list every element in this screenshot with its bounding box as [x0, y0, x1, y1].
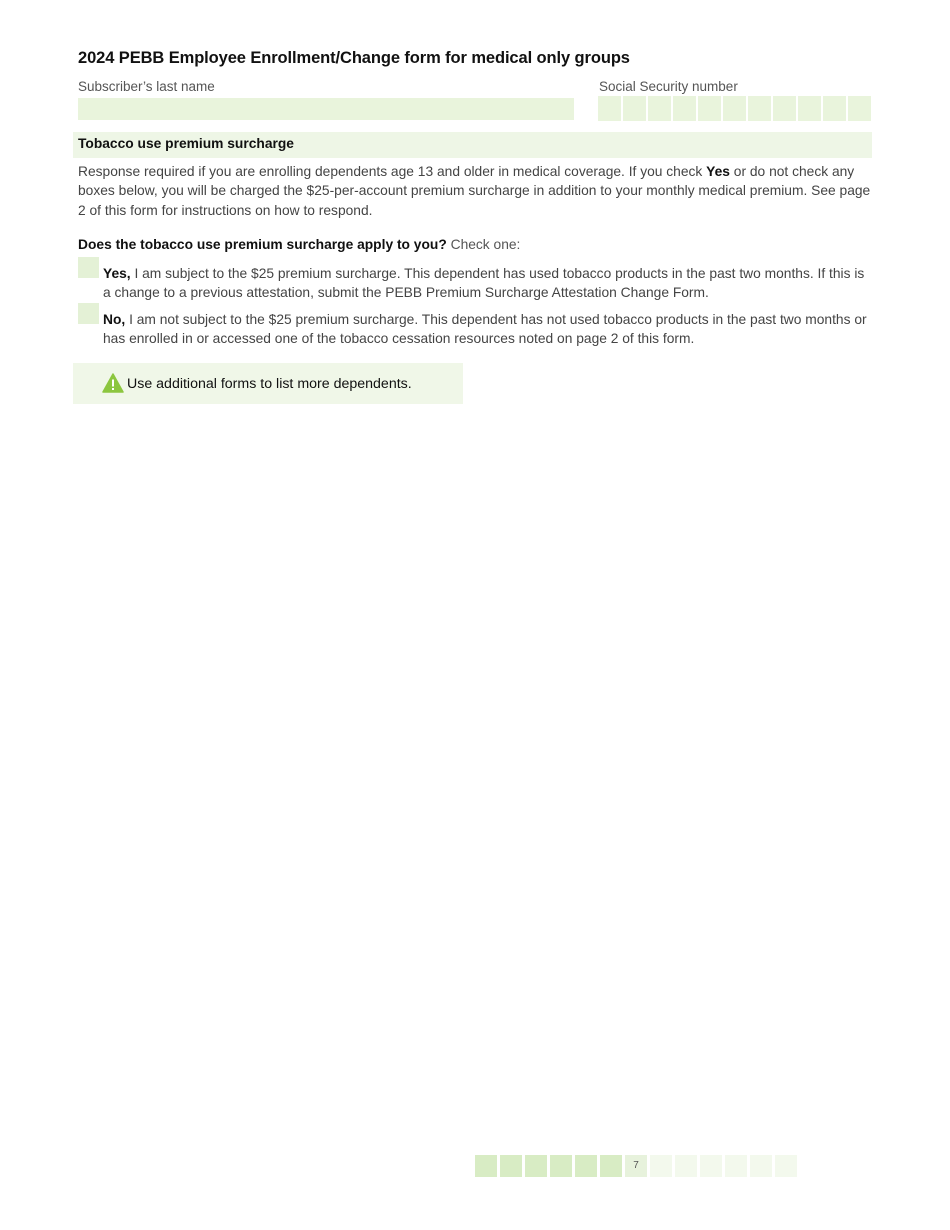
tobacco-instructions: [78, 162, 873, 220]
warning-icon: [102, 373, 124, 393]
tobacco-section-header: [73, 132, 872, 158]
ssn-digit-box[interactable]: [848, 96, 871, 121]
yes-checkbox[interactable]: [78, 257, 99, 278]
intro-text: Response required if you are enrolling dependents age 13 and older in medical coverage. If you check: [78, 164, 707, 179]
intro-text-cont: or do not check any boxes below, you will be charged the $25-per-account premium surcharge in addition to your monthly medical premium. See page 2 of this form for instructions on how to respond.: [78, 164, 871, 218]
surcharge-question: [78, 237, 520, 252]
no-option-text: [103, 310, 875, 349]
ssn-label: Social Security number: [599, 79, 738, 94]
last-name-field[interactable]: [78, 98, 574, 120]
form-title: 2024 PEBB Employee Enrollment/Change form for medical only groups: [78, 49, 630, 67]
question-bold: Does the tobacco use premium surcharge apply to you?: [78, 237, 447, 252]
ssn-digit-box[interactable]: [773, 96, 796, 121]
no-label: No,: [103, 312, 126, 327]
page-marker: [600, 1155, 622, 1177]
section-heading: Tobacco use premium surcharge: [78, 136, 294, 151]
ssn-digit-box[interactable]: [723, 96, 746, 121]
intro-yes-word: Yes: [706, 164, 730, 179]
yes-label: Yes,: [103, 266, 131, 281]
page-marker: [525, 1155, 547, 1177]
page-marker: [650, 1155, 672, 1177]
page-marker: [775, 1155, 797, 1177]
page-marker: [700, 1155, 722, 1177]
no-description: I am not subject to the $25 premium surcharge. This dependent has not used tobacco products in the past two months or has enrolled in or accessed one of the tobacco cessation resources noted on page 2 of this form.: [103, 312, 867, 347]
page-marker: [550, 1155, 572, 1177]
yes-description: I am subject to the $25 premium surcharge. This dependent has used tobacco products in the past two months. If this is a change to a previous attestation, submit the PEBB Premium Surcharge Attestation Change Form.: [103, 266, 865, 301]
ssn-digit-box[interactable]: [698, 96, 721, 121]
page-navigation: [475, 1155, 797, 1177]
page-marker: [475, 1155, 497, 1177]
ssn-digit-box[interactable]: [798, 96, 821, 121]
page-marker: [675, 1155, 697, 1177]
page-marker: [575, 1155, 597, 1177]
ssn-digit-box[interactable]: [748, 96, 771, 121]
additional-forms-note: [73, 363, 463, 404]
yes-option-text: [103, 264, 875, 303]
ssn-digit-box[interactable]: [823, 96, 846, 121]
page-marker: [750, 1155, 772, 1177]
ssn-field: [598, 96, 871, 121]
current-page-number: 7: [625, 1155, 647, 1177]
ssn-digit-box[interactable]: [673, 96, 696, 121]
page-marker: [500, 1155, 522, 1177]
last-name-label: Subscriber’s last name: [78, 79, 215, 94]
ssn-digit-box[interactable]: [598, 96, 621, 121]
page-marker: [725, 1155, 747, 1177]
question-rest: Check one:: [446, 237, 521, 252]
ssn-digit-box[interactable]: [623, 96, 646, 121]
ssn-digit-box[interactable]: [648, 96, 671, 121]
no-checkbox[interactable]: [78, 303, 99, 324]
note-text: Use additional forms to list more dependents.: [127, 376, 412, 392]
